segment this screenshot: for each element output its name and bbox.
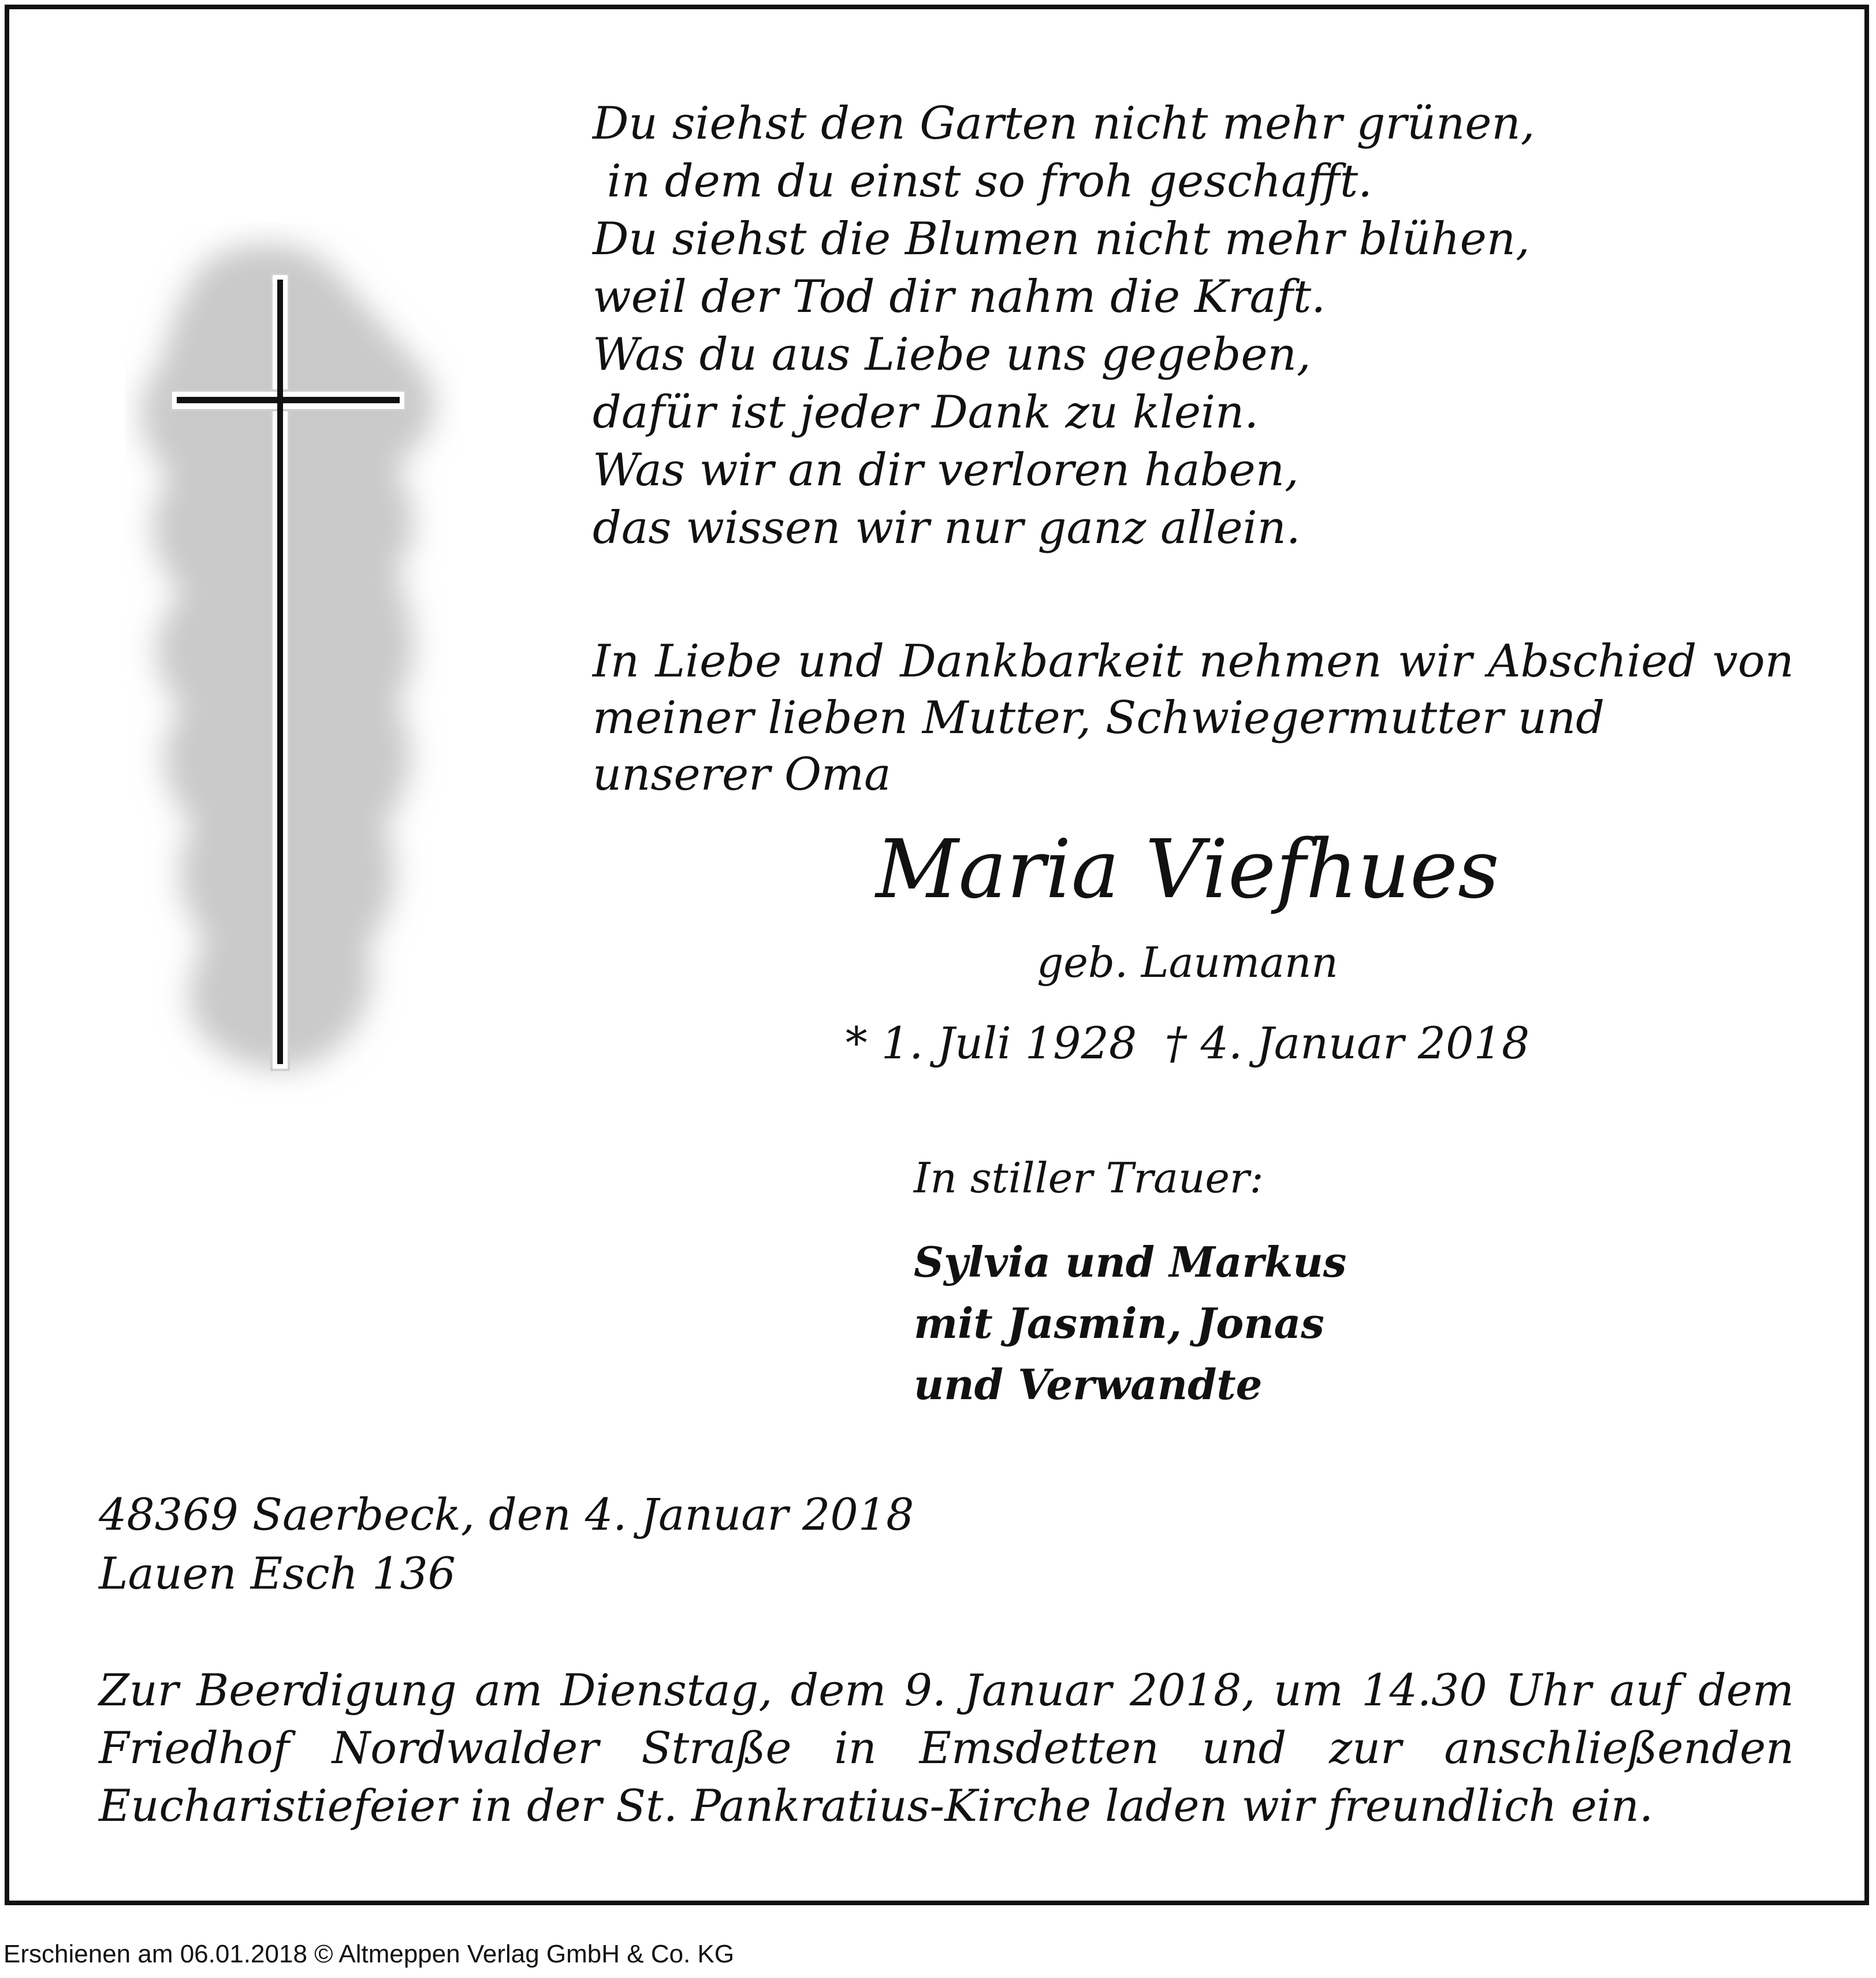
- farewell-line-1: [593, 633, 1794, 690]
- funeral-word: 9.: [904, 1664, 947, 1716]
- funeral-word: 2018,: [1130, 1664, 1256, 1716]
- farewell-word: von: [1712, 635, 1794, 687]
- mourners-list: [914, 1232, 1346, 1415]
- funeral-word: 14.30: [1361, 1664, 1487, 1716]
- poem-line: das wissen wir nur ganz allein.: [593, 502, 1301, 554]
- farewell-word: nehmen: [1198, 635, 1382, 687]
- funeral-word: Straße: [641, 1722, 792, 1773]
- funeral-word: Zur: [99, 1664, 179, 1716]
- funeral-word: dem: [1698, 1664, 1794, 1716]
- funeral-word: um: [1273, 1664, 1343, 1716]
- funeral-word: zur: [1329, 1722, 1402, 1773]
- farewell-text: [593, 633, 1794, 803]
- funeral-line-1: [99, 1661, 1794, 1719]
- farewell-line-2: meiner lieben Mutter, Schwiegermutter und unserer Oma: [593, 692, 1605, 801]
- funeral-word: am: [474, 1664, 543, 1716]
- mourner-line: Sylvia und Markus: [914, 1237, 1347, 1287]
- cross-icon: [125, 223, 460, 1142]
- funeral-word: dem: [790, 1664, 887, 1716]
- funeral-notice: [99, 1661, 1794, 1835]
- address-line-2: Lauen Esch 136: [99, 1548, 456, 1599]
- address-line-1: 48369 Saerbeck, den 4. Januar 2018: [99, 1489, 914, 1540]
- mourning-label: In stiller Trauer:: [914, 1154, 1264, 1202]
- poem-line: Du siehst die Blumen nicht mehr blühen,: [593, 213, 1530, 265]
- poem-line: in dem du einst so froh geschafft.: [593, 155, 1372, 207]
- farewell-word: wir: [1397, 635, 1472, 687]
- farewell-word: Abschied: [1488, 635, 1697, 687]
- funeral-line-2: [99, 1719, 1794, 1777]
- funeral-word: Nordwalder: [332, 1722, 599, 1773]
- poem-line: Du siehst den Garten nicht mehr grünen,: [593, 98, 1535, 150]
- poem-line: weil der Tod dir nahm die Kraft.: [593, 271, 1326, 323]
- funeral-word: Uhr: [1505, 1664, 1592, 1716]
- farewell-word: Dankbarkeit: [900, 635, 1183, 687]
- funeral-word: Friedhof: [99, 1722, 289, 1773]
- poem-line: Was du aus Liebe uns gegeben,: [593, 329, 1311, 381]
- funeral-word: Dienstag,: [560, 1664, 773, 1716]
- funeral-line-3: Eucharistiefeier in der St. Pankratius-Kirche laden wir freundlich ein.: [99, 1780, 1654, 1831]
- poem: [593, 95, 1574, 557]
- poem-line: dafür ist jeder Dank zu klein.: [593, 386, 1259, 438]
- maiden-name: geb. Laumann: [1037, 938, 1338, 987]
- poem-line: Was wir an dir verloren haben,: [593, 444, 1299, 496]
- address-block: [99, 1485, 914, 1603]
- funeral-word: und: [1201, 1722, 1287, 1773]
- deceased-name: Maria Viefhues: [876, 823, 1499, 917]
- life-dates: * 1. Juli 1928 † 4. Januar 2018: [845, 1017, 1530, 1069]
- funeral-word: anschließenden: [1444, 1722, 1794, 1773]
- obituary-frame: [5, 5, 1869, 1905]
- funeral-word: Januar: [964, 1664, 1112, 1716]
- funeral-word: auf: [1609, 1664, 1680, 1716]
- farewell-word: In: [593, 635, 640, 687]
- farewell-word: und: [797, 635, 885, 687]
- funeral-word: in: [834, 1722, 877, 1773]
- mourner-line: und Verwandte: [914, 1360, 1263, 1409]
- funeral-word: Beerdigung: [196, 1664, 457, 1716]
- publication-footer: Erschienen am 06.01.2018 © Altmeppen Verlag GmbH & Co. KG: [3, 1940, 735, 1968]
- farewell-word: Liebe: [655, 635, 782, 687]
- mourner-line: mit Jasmin, Jonas: [914, 1299, 1324, 1348]
- funeral-word: Emsdetten: [919, 1722, 1159, 1773]
